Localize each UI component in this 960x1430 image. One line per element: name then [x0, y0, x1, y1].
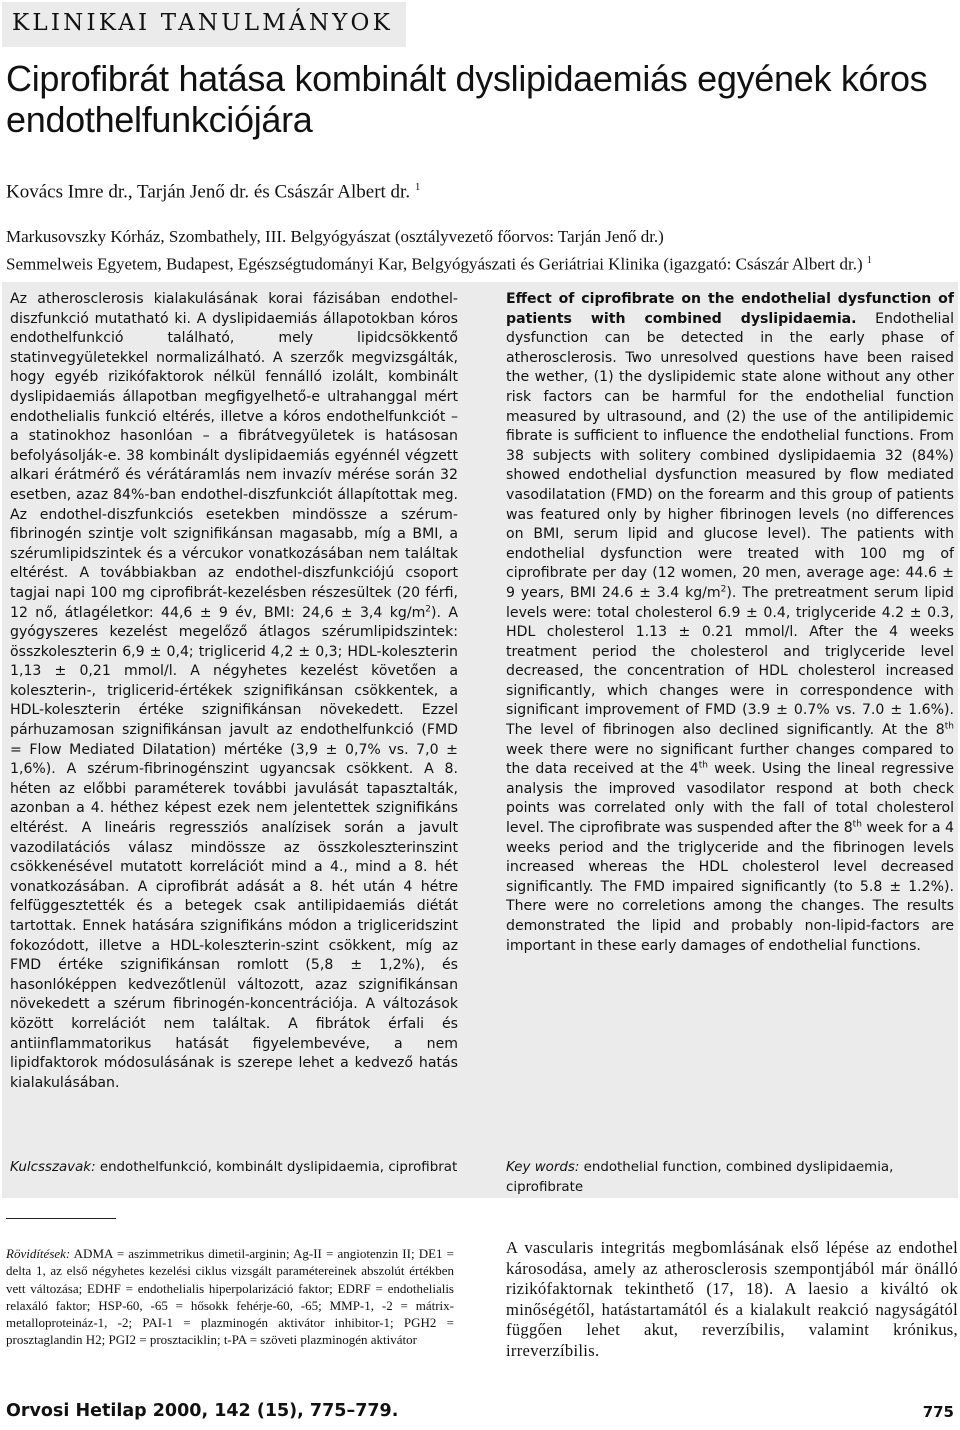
abstract-en-title: Effect of ciprofibrate on the endothelial dysfunction of patients with combined dyslipidaemia. — [506, 291, 954, 327]
abstract-en-sup3: th — [698, 760, 708, 771]
author-superscript: 1 — [414, 181, 421, 193]
abstract-en-part2: ). The pretreatment serum lipid levels were: total cholesterol 6.9 ± 0.4, triglyceride 4.2 ± 0.3, HDL cholesterol 1.13 ± 0.21 mmol/l. After the 4 weeks treatment period the cholesterol and triglyceride level decreased, the concentration of HDL cholesterol increased significantly, which changes were in correspondence with significant improvement of FMD (3.9 ± 0.7% vs. 7.0 ± 1.6%). The level of fibrinogen also declined significantly. At the 8 — [506, 584, 954, 739]
abstract-en-part4: week. Using the lineal regressive analysis the improved vasodilator respond at both check points was correlated only with the fall of total cholesterol level. The ciprofibrate was suspended after the 8 — [506, 761, 954, 837]
abstract-hungarian — [10, 290, 458, 1093]
journal-reference: Orvosi Hetilap 2000, 142 (15), 775–779. — [6, 1401, 399, 1421]
author-names: Kovács Imre dr., Tarján Jenő dr. és Császár Albert dr. — [6, 181, 411, 203]
keywords-en-label: Key words: — [506, 1160, 580, 1175]
abstract-en-part1: Endothelial dysfunction can be detected in the early phase of atherosclerosis. Two unresolved questions have been raised the wether, (1) the dyslipidemic state alone without any other risk factors can be harmful for the endothelial function measured by ultrasound, and (2) the use of the antilipidemic fibrate is sufficient to influence the endothelial functions. From 38 subjects with solitery combined dyslipidaemia 32 (84%) showed endothelial dysfunction measured by flow mediated vasodilatation (FMD) on the forearm and this group of patients was featured only by higher fibrinogen levels (no differences on BMI, serum lipid and glucose level). The patients with endothelial dysfunction were treated with 100 mg of ciprofibrate per day (12 women, 20 men, average age: 44.6 ± 9 years, BMI 24.6 ± 3.4 kg/m — [506, 310, 954, 601]
affiliation-1: Markusovszky Kórház, Szombathely, III. Belgyógyászat (osztályvezető főorvos: Tarján Jenő dr.) — [6, 227, 664, 246]
abstract-en-part5: week for a 4 weeks period and the triglyceride and the fibrinogen levels increased whereas the HDL cholesterol level decreased significantly. The FMD impaired significantly (to 5.8 ± 1.2%). There were no correletions among the changes. The results demonstrated the lipid and probably non-lipid-factors are important in these early damages of endothelial functions. — [506, 820, 954, 954]
footnote-label: Rövidítések: — [6, 1246, 71, 1261]
intro-paragraph: A vascularis integritás megbomlásának első lépése az endothel károsodása, amely az atherosclerosis szempontjából már önálló rizikófaktornak tekinthető (17, 18). A laesio a kiváltó ok minőségétől, hatástartamától és a kialakult reakció nagyságától függően lehet akut, reverzíbilis, valamint krónikus, irreverzíbilis. — [506, 1238, 958, 1360]
author-list — [6, 176, 420, 203]
page-number: 775 — [922, 1403, 954, 1421]
article-title: Ciprofibrát hatása kombinált dyslipidaemiás egyének kóros endothelfunkciójára — [6, 58, 928, 140]
abstract-en-sup1: 2 — [720, 584, 727, 595]
abstract-hu-part1: Az atherosclerosis kialakulásának korai fázisában endothel-diszfunkció mutatható ki. A dyslipidaemiás állapotokban kóros endothelfunkció található, mely lipidcsökkentő statinvegyületekkel normalizálható. A szerzők megvizsgálták, hogy egyéb rizikófaktorok nélkül fennálló izolált, kombinált dyslipidaemiás állapotban megfigyelhető-e ultrahanggal mért endothelialis funkció eltérés, illetve a kóros endothelfunkciót – a statinokhoz hasonlóan – a fibrátvegyületek is hatásosan befolyásolják-e. 38 kombinált dyslipidaemiás egyénnél végzett alkari érátmérő és vérátáramlás nem invazív mérése során 32 esetben, azaz 84%-ban endothel-diszfunkciót állapítottak meg. Az endothel-diszfunkciós esetekben mindössze a szérum-fibrinogén szintje volt szignifikánsan magasabb, míg a BMI, a szérumlipidszintek és a vércukor vonatkozásában nem találtak eltérést. A továbbiakban az endothel-diszfunkciójú csoport tagjai napi 100 mg ciprofibrát-kezelésben részesültek (20 férfi, 12 nő, átlagéletkor: 44,6 ± 9 év, BMI: 24,6 ± 3,4 kg/m — [10, 291, 458, 621]
abstract-en-sup4: th — [852, 819, 862, 830]
affiliation-2-superscript: 1 — [866, 255, 872, 266]
keywords-hu-label: Kulcsszavak: — [10, 1160, 96, 1175]
affiliation-2-text: Semmelweis Egyetem, Budapest, Egészségtudományi Kar, Belgyógyászati és Geriátriai Klinika (igazgató: Császár Albert dr.) — [6, 254, 863, 274]
keywords-hu-text: endothelfunkció, kombinált dyslipidaemia, ciprofibrat — [95, 1160, 458, 1175]
abstract-hu-part2: ). A gyógyszeres kezelést megelőző átlagos szérumlipidszintek: összkoleszterin 6,9 ± 0,4; triglicerid 4,2 ± 0,3; HDL-koleszterin 1,13 ± 0,21 mmol/l. A négyhetes kezelést követően a koleszterin-, triglicerid-értékek szignifikánsan csökkentek, a HDL-koleszterin értéke szignifikánsan növekedett. Ezzel párhuzamosan szignifikánsan javult az endothelfunkció (FMD = Flow Mediated Dilatation) mértéke (3,9 ± 0,7% vs. 7,0 ± 1,6%). A szérum-fibrinogénszint ugyancsak csökkent. A 8. héten az előbbi paraméterek további javulását tapasztalták, azonban a 4. héthez képest ezek nem jelentettek szignifikáns eltérést. A lineáris regressziós analízisek során a javult vazodilatációs válasz mindössze az összkoleszterinszint csökkenésével mutatott korrelációt mind a 4., mind a 8. hét vonatkozásában. A ciprofibrát adását a 8. hét után 4 hétre felfüggesztették és a betegek csak antilipidaemiás diétát tartottak. Ennek hatására szignifikáns módon a trigliceridszint fokozódott, illetve a HDL-koleszterin-szint csökkent, míg az FMD értéke szignifikánsan romlott (5,8 ± 1,2%), és hasonlóképpen kedvezőtlenül változott, azaz szignifikánsan növekedett a szérum fibrinogén-koncentrációja. A változások között korrelációt nem találtak. A fibrátok érfali és antiinflammatorikus hatását figyelembevéve, a nem lipidfaktorok módosulásának is szerepe lehet a kedvező hatás kialakulásában. — [10, 604, 458, 1091]
abbreviations-footnote — [6, 1245, 454, 1349]
keywords-hungarian — [10, 1158, 458, 1178]
footnote-divider — [6, 1218, 116, 1219]
keywords-english — [506, 1158, 954, 1197]
abstract-hu-superscript: 2 — [425, 603, 432, 614]
abstract-english — [506, 290, 954, 956]
abstract-en-sup2: th — [944, 721, 954, 732]
keywords-en-text: endothelial function, combined dyslipidaemia, ciprofibrate — [506, 1160, 894, 1195]
section-tag: KLINIKAI TANULMÁNYOK — [2, 2, 406, 47]
abstract-en-part3: week there were no significant further changes compared to the data received at the 4 — [506, 741, 954, 778]
affiliation-2 — [6, 251, 872, 275]
footnote-text: ADMA = aszimmetrikus dimetil-arginin; Ag-II = angiotenzin II; DE1 = delta 1, az első négyhetes kezelési ciklus vizsgált paramétereinek abszolút értékben vett változása; EDHF = endothelialis hiperpolarizáció faktor; EDRF = endothelialis relaxáló faktor; HSP-60, -65 = hősokk fehérje-60, -65; MMP-1, -2 = mátrix-metalloproteináz-1, -2; PAI-1 = plazminogén aktivátor inhibitor-1; PGH2 = prosztaglandin H2; PGI2 = prosztaciklin; t-PA = szöveti plazminogén aktivátor — [6, 1246, 454, 1348]
